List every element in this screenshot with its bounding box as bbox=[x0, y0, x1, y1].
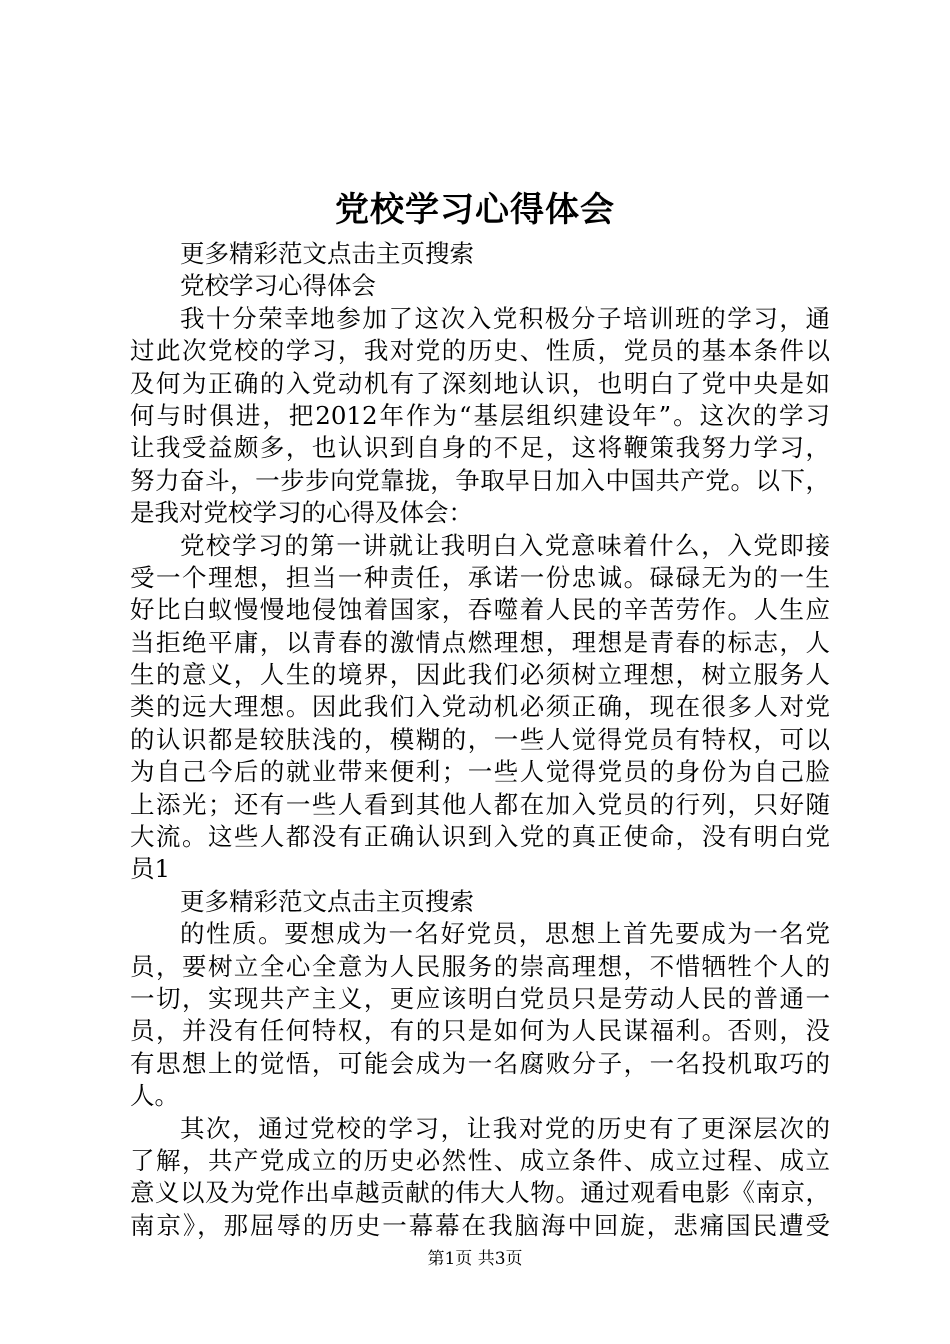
text-line: 更多精彩范文点击主页搜索 bbox=[180, 239, 474, 268]
text-line: 的性质。要想成为一名好党员，思想上首先要成为一名党 bbox=[180, 919, 830, 949]
text-line: 有思想上的觉悟，可能会成为一名腐败分子，一名投机取巧的 bbox=[130, 1048, 830, 1078]
text-line: 人。 bbox=[130, 1081, 179, 1111]
document-title: 党校学习心得体会 bbox=[335, 190, 615, 230]
text-line: 更多精彩范文点击主页搜索 bbox=[180, 886, 474, 916]
text-line: 及何为正确的入党动机有了深刻地认识，也明白了党中央是如 bbox=[130, 368, 830, 398]
text-line: 为自己今后的就业带来便利；一些人觉得党员的身份为自己脸 bbox=[130, 757, 830, 787]
text-line: 何与时俱进，把2012年作为“基层组织建设年”。这次的学习 bbox=[130, 400, 830, 430]
text-line: 努力奋斗，一步步向党靠拢，争取早日加入中国共产党。以下， bbox=[130, 465, 830, 495]
text-line: 是我对党校学习的心得及体会： bbox=[130, 498, 473, 528]
text-line: 大流。这些人都没有正确认识到入党的真正使命，没有明白党 bbox=[130, 822, 830, 852]
text-line: 员，要树立全心全意为人民服务的崇高理想，不惜牺牲个人的 bbox=[130, 951, 830, 981]
text-line: 让我受益颇多，也认识到自身的不足，这将鞭策我努力学习， bbox=[130, 433, 830, 463]
text-line: 员1 bbox=[130, 854, 171, 884]
text-line: 员，并没有任何特权，有的只是如何为人民谋福利。否则，没 bbox=[130, 1016, 830, 1046]
text-line: 类的远大理想。因此我们入党动机必须正确，现在很多人对党 bbox=[130, 692, 830, 722]
text-line: 的认识都是较肤浅的，模糊的，一些人觉得党员有特权，可以 bbox=[130, 724, 830, 754]
text-line: 上添光；还有一些人看到其他人都在加入党员的行列，只好随 bbox=[130, 789, 830, 819]
text-line: 我十分荣幸地参加了这次入党积极分子培训班的学习，通 bbox=[180, 303, 830, 333]
text-line: 南京》，那屈辱的历史一幕幕在我脑海中回旋，悲痛国民遭受 bbox=[130, 1210, 830, 1240]
document-body bbox=[130, 238, 830, 1242]
text-line: 了解，共产党成立的历史必然性、成立条件、成立过程、成立 bbox=[130, 1145, 830, 1175]
text-line: 其次，通过党校的学习，让我对党的历史有了更深层次的 bbox=[180, 1113, 830, 1143]
text-line: 意义以及为党作出卓越贡献的伟大人物。通过观看电影《南京， bbox=[130, 1178, 830, 1208]
text-line: 过此次党校的学习，我对党的历史、性质，党员的基本条件以 bbox=[130, 336, 830, 366]
text-line: 当拒绝平庸，以青春的激情点燃理想，理想是青春的标志，人 bbox=[130, 627, 830, 657]
text-line: 好比白蚁慢慢地侵蚀着国家，吞噬着人民的辛苦劳作。人生应 bbox=[130, 595, 830, 625]
text-line: 党校学习的第一讲就让我明白入党意味着什么，入党即接 bbox=[180, 530, 830, 560]
text-line: 生的意义，人生的境界，因此我们必须树立理想，树立服务人 bbox=[130, 660, 830, 690]
text-line: 一切，实现共产主义，更应该明白党员只是劳动人民的普通一 bbox=[130, 983, 830, 1013]
text-line: 受一个理想，担当一种责任，承诺一份忠诚。碌碌无为的一生 bbox=[130, 562, 830, 592]
text-line: 党校学习心得体会 bbox=[180, 271, 376, 301]
page-footer: 第1页 共3页 bbox=[427, 1249, 523, 1269]
